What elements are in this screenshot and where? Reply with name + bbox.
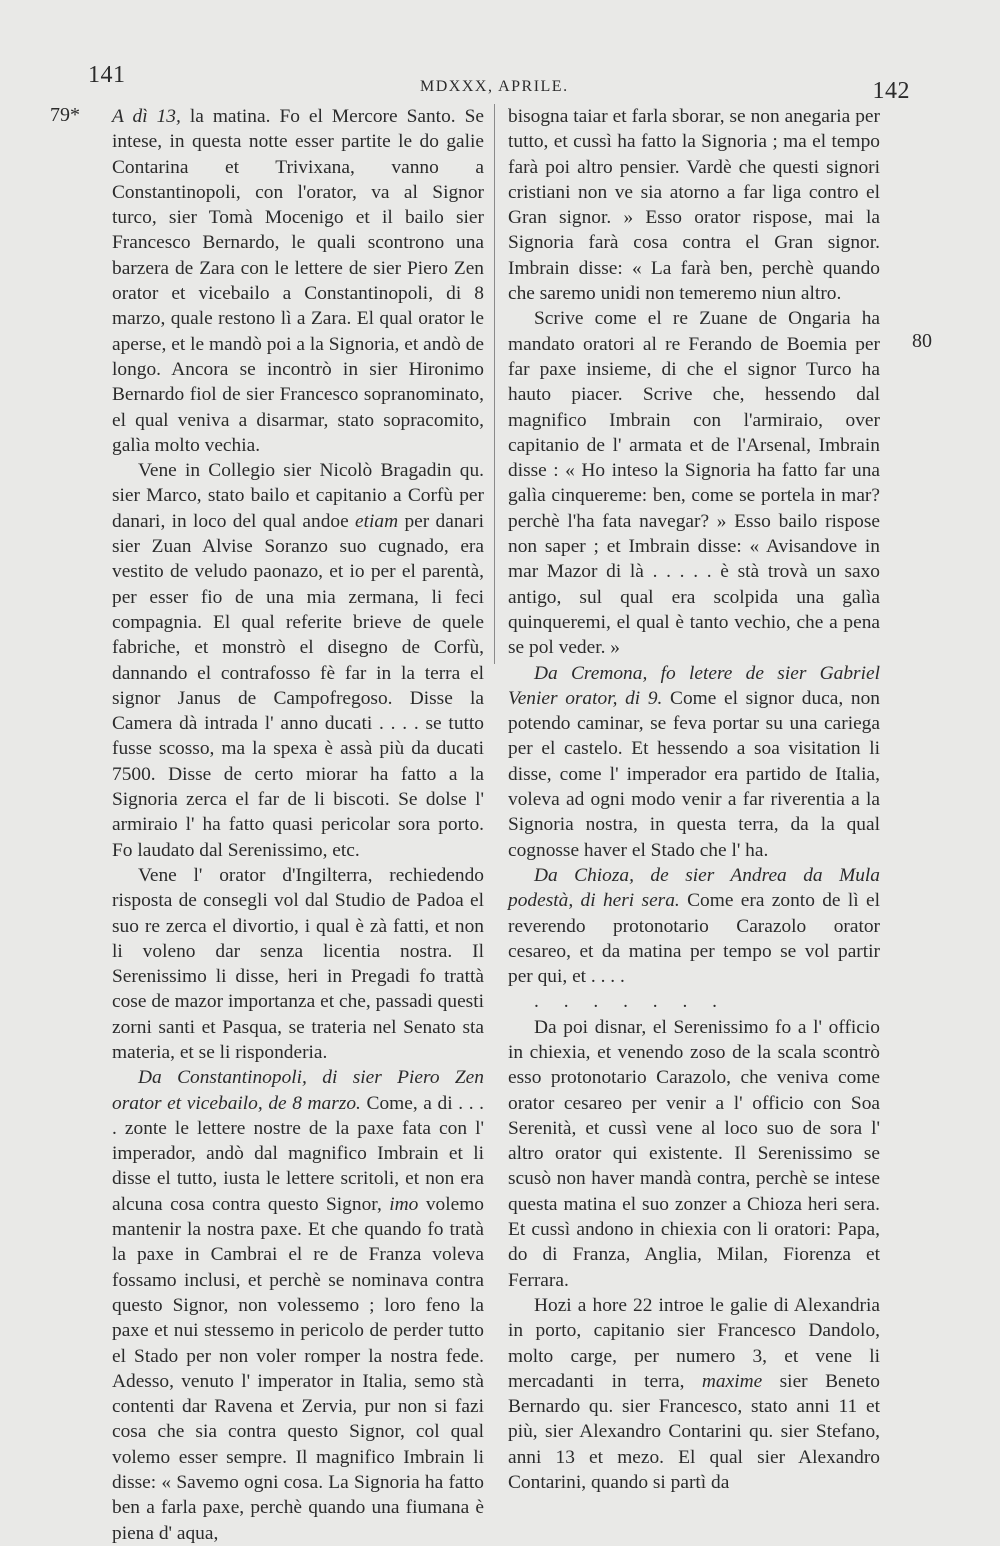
paragraph bbox=[508, 104, 880, 306]
paragraph bbox=[508, 1293, 880, 1495]
paragraph-text: Vene in Collegio sier Nicolò Bragadin qu. sier Marco, stato bailo et capitanio a Corfù per danari, in loco del qual andoe bbox=[112, 460, 484, 532]
italic-text: maxime bbox=[701, 1370, 763, 1392]
paragraph-text: Scrive come el re Zuane de Ongaria ha mandato oratori al re Ferando de Boemia per far paxe insieme, di che el signor Turco ha hauto piacer. Scrive che, hessendo dal magnifico Imbrain con l'armiraio, over capitanio de l' armata et de l'Arsenal, Imbrain disse : « Ho inteso la Signoria ha fatto far una galìa cinqueremе: ben, come se portela in mar? perchè l'ha fata navegar? » Esso bailo rispose non saper ; et Imbrain disse: « Avisandove in mar Mazor di là . . . . . è stà trovà un saxo antigo, sul qual era scolpida una galìa quinqueremi, el qual è tanto vechio, che a pena se pol veder. » bbox=[508, 308, 880, 659]
margin-marker-left: 79* bbox=[50, 104, 80, 126]
paragraph bbox=[112, 458, 484, 863]
italic-text: imo bbox=[389, 1193, 419, 1215]
paragraph-text: volemo mantenir la nostra paxe. Et che quando fo tratà la paxe in Cambrai el re de Franza voleva fossamo inclusi, et perchè se nominava contra questo Signor, non volessemo ; loro feno la paxe et nui stessemo in pericolo de perder tutto el Stado per non voler romper la nostra fede. Adesso, venuto l' imperator in Italia, semo stà contenti dar Ravena et Zervia, pur non si fazi cosa che sia contra questo Signor, col qual volemo esser sempre. Il magnifico Imbrain li disse: « Savemo ogni cosa. La Signoria ha fatto ben a farla paxe, perchè quando una fiumana è piena d' aqua, bbox=[112, 1193, 484, 1544]
paragraph-text: Come el signor duca, non potendo caminar, se feva portar su una cariega per el castelo. Et hessendo a soa visitation li disse, come l' imperador era partido de Italia, voleva ad ogni modo venir a far riverentia a la Signoria nostra, in questa terra, da la qual cognosse haver el Stado che l' ha. bbox=[508, 687, 880, 861]
margin-marker-right: 80 bbox=[912, 330, 932, 352]
paragraph bbox=[508, 1015, 880, 1293]
italic-text: Da Constantinopoli, di sier Piero Zen orator et vicebailo, de 8 marzo. bbox=[112, 1067, 484, 1114]
left-column bbox=[112, 104, 484, 1546]
page-number-right: 142 bbox=[872, 78, 910, 104]
paragraph-text: Hozi a hore 22 introe le galie di Alexandria in porto, capitanio sier Francesco Dandolo, molto carge, per numero 3, et vene li mercadanti in terra, bbox=[508, 1294, 880, 1392]
ellipsis-line: . . . . . . . bbox=[534, 991, 728, 1013]
column-divider bbox=[494, 104, 495, 664]
paragraph bbox=[508, 661, 880, 863]
paragraph-text: la matina. Fo el Mercore Santo. Se intese, in questa notte esser partite le do galie Contarina et Trivixana, vanno a Constantinopoli, con l'orator, va al Signor turco, sier Tomà Mocenigo et il bailo sier Francesco Bernardo, le quali scontrono una barzera de Zara con le lettere de sier Piero Zen orator et vicebailo a Constantinopoli, di 8 marzo, quale restono lì a Zara. El qual orator le aperse, et le mandò poi a la Signoria, et andò de longo. Ancora se incontrò in sier Hironimo Bernardo fiol de sier Francesco sopranominato, el qual veniva a disarmar, stato sopracomito, galìa molto vechia. bbox=[112, 106, 485, 456]
italic-text: A dì 13, bbox=[112, 106, 181, 127]
italic-text: Da Cremona, fo letere de sier Gabriel Venier orator, di 9. bbox=[508, 662, 880, 709]
paragraph bbox=[112, 863, 484, 1065]
paragraph-text: Vene l' orator d'Ingilterra, rechiedendo risposta de consegli vol dal Studio de Padoa el suo re zerca el divortio, i qual è zà fatti, et non li voleno dar senza licentia nostra. Il Serenissimo li disse, heri in Pregadi fo trattà cose de mazor importanza et che, passadi questi zorni santi et Pasqua, se trateria nel Senato sta materia, et se li risponderia. bbox=[112, 864, 484, 1063]
paragraph bbox=[112, 1065, 484, 1546]
paragraph-text: sier Beneto Bernardo qu. sier Francesco, stato anni 11 et più, sier Alexandro Contarini qu. sier Stefano, anni 13 et mezo. El qual sier Alexandro Contarini, quando si partì da bbox=[508, 1370, 880, 1494]
page-number-left: 141 bbox=[88, 62, 126, 88]
paragraph-text: per danari sier Zuan Alvise Soranzo suo cugnado, era vestito de veludo paonazo, et io per el parentà, per esser fio de una mia zermana, li feci compagnia. El qual referite brieve de quele fabriche, et monstrò el disegno de Corfù, dannando el contrafosso fè far in la terra el signor Janus de Campofregoso. Disse la Camera dà intrada l' anno ducati . . . . se tutto fusse scosso, ma la spexa è assà più da ducati 7500. Disse de certo miorar ha fatto a la Signoria zerca el far de li biscoti. Se dolse l' armiraio l' ha fatto quasi pericolar sora porto. Fo laudato dal Serenissimo, etc. bbox=[112, 510, 484, 861]
paragraph-text: bisogna taiar et farla sborar, se non anegaria per tutto, et cussì ha fatto la Signoria ; ma el tempo farà poi altro pensier. Vardè che questi signori cristiani non ve sia atorno a far liga contro el Gran signor. » Esso orator rispose, mai la Signoria farà cosa contra el Gran signor. Imbrain disse: « La farà ben, perchè quando che saremo unidi non temeremo niun altro. bbox=[508, 106, 880, 305]
italic-text: Da Chioza, de sier Andrea da Mula podestà, di heri sera. bbox=[508, 864, 880, 912]
right-column bbox=[508, 104, 880, 1495]
paragraph-text: Come era zonto de lì el reverendo protonotario Carazolo orator cesareo, et da matina per tempo se vol partir per qui, et . . . . bbox=[508, 890, 880, 988]
paragraph bbox=[508, 306, 880, 660]
paragraph-text: Come, a di . . . . zonte le lettere nostre de la paxe fata con l' imperador, andò dal magnifico Imbrain et li disse el tutto, iusta le lettere scritoli, et non era alcuna cosa contra questo Signor, bbox=[112, 1092, 485, 1215]
paragraph bbox=[112, 104, 484, 458]
italic-text: etiam bbox=[355, 510, 399, 532]
running-title: MDXXX, APRILE. bbox=[420, 78, 569, 95]
paragraph bbox=[508, 863, 880, 989]
paragraph-text: Da poi disnar, el Serenissimo fo a l' officio in chiexia, et venendo zoso de la scala scontrò esso protonotario Carazolo, che veniva come orator cesareo per venir a l' officio con Soa Serenità, et cussì vene al loco suo de sora l' altro orator qui existente. Il Serenissimo se scusò non haver mandà contra, perchè se intese questa matina el suo zonzer a Chioza heri sera. Et cussì andono in chiexia con li oratori: Papa, do di Franza, Anglia, Milan, Fiorenza et Ferrara. bbox=[508, 1016, 880, 1291]
